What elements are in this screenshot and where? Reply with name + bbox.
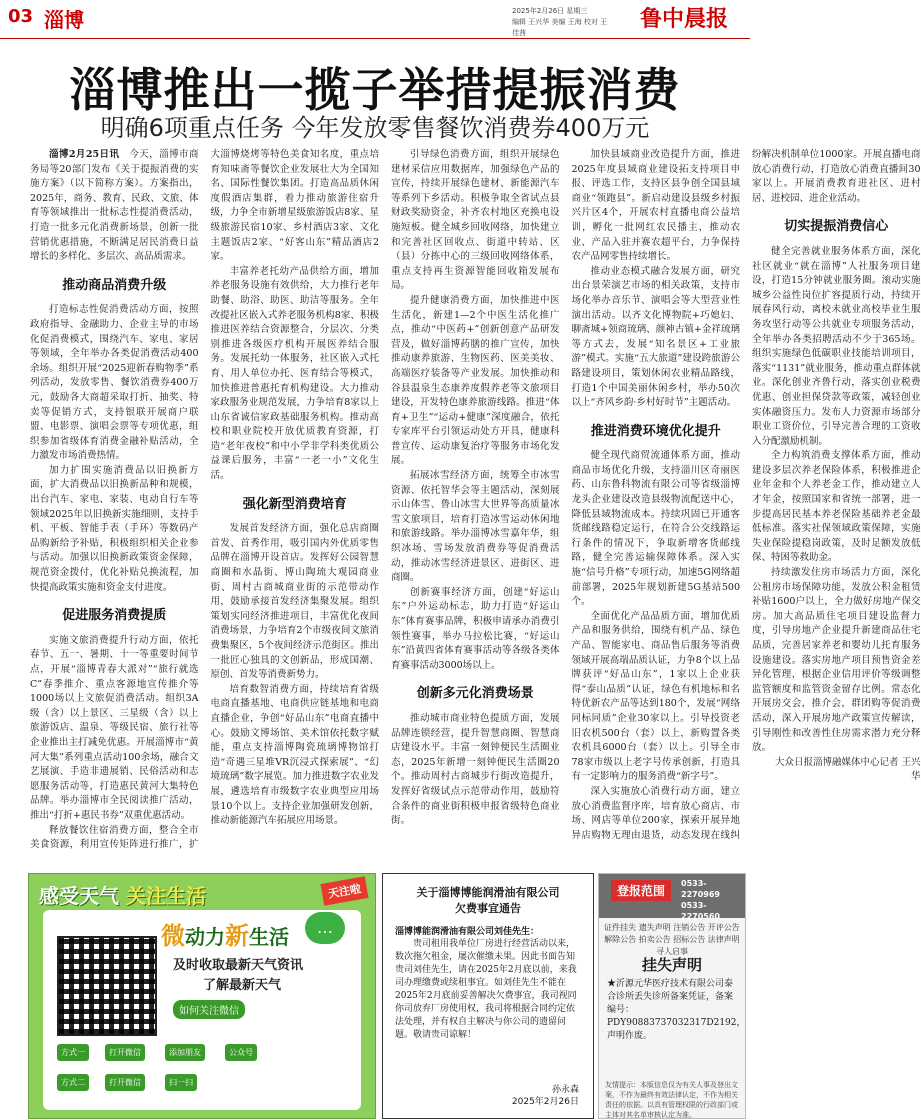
paragraph: 持续激发住房市场活力方面，深化公租房市场保障功能，发放公积金租赁补贴1600户以上，全力做好房地产保交房。加大高品质住宅项目建设监督力度，引导房地产企业提升新建商品住宅品质，完善居家养老和婴幼儿托育服务设施建设。落实房地产项目预售资金差异化管理，根据企业信用评价等级调整监管额度和监管资金留存比例。常态化开展房交会，推介会，群团购等促消费活动，深入开展房地产政策宣传解读，引导刚性和改善性住房需求潜力充分释放。: [752, 567, 921, 754]
step-label: 扫一扫: [165, 1074, 197, 1091]
reporter-signoff: 大众日报淄博融媒体中心记者 王兴华: [774, 756, 921, 783]
weather-banner-text: 感受天气: [39, 884, 119, 908]
paragraph: 释放餐饮住宿消费方面，整合全市美食资源，利用宣传矩阵进行推广，扩大淄博烧烤等特色美食知名度，重点培育知味斋等餐饮企业发展壮大为全国知名、国际性餐饮集团。打造高品质休闲度假酒店集群，着力推动旅游住宿升级，力争全市新增星级旅游饭店8家、星级旅游民宿10家、乡村酒店3家、文化主题饭店2家、“好客山东”精品酒店2家。: [30, 149, 379, 851]
intro-text: 今天，淄博市商务局等20部门发布《关于提振消费的实施方案》（以下简称方案）。方案指出，2025年，商务、教育、民政、文旅、体育等领域推出一批标志性提消费活动，打造一批多元化消费新场景，创新一批营销优惠措施，不断满足居民消费日益增长的多样化、多层次、高品质需求。: [30, 149, 199, 263]
classified-header: [599, 874, 745, 921]
paragraph: 打造标志性促消费活动方面，按照政府指导、金融助力、企业主导的市场化促消费模式，围绕汽车、家电、家居等领域，全年举办各类促消费活动400余场。组织开展“2025迎新春购物季”系列活动，发放零售、餐饮消费券400万元，鼓励各大商超采取打折、抽奖、特卖等促销方式，支持银联开展商户联盟、电影票、演唱会票等专项优惠，组织参加省级体育消费金融补贴活动，全力激发市场消费热情。: [30, 304, 199, 462]
section-name: 淄博: [44, 8, 84, 32]
paragraph: 引导绿色消费方面，组织开展绿色建材采信应用数据库，加强绿色产品的宣传，持续开展绿色建材、新能源汽车等系列下乡活动。积极争取全省试点县财政奖励资金，补齐农村地区充换电设施短板。健全城乡回收网络，加快建立和完善社区回收点、街道中转站、区（县）分拣中心的三级回收网络体系，重点支持再生资源智能回收箱发展布局。: [391, 149, 560, 292]
step-label: 公众号: [225, 1044, 257, 1061]
paragraph: 拓展冰雪经济方面，统筹全市冰雪资源、依托智华会等主题活动，深刻展示山体雪、鲁山冰雪大世界等高质量冰雪文旅项目，培育打造冰雪运动休闲地和旅游线路。举办淄博冰雪嘉年华，组织冰场、雪场发放消费券等促消费活动，推动冰雪经济进景区、进街区、进商圈。: [391, 470, 560, 584]
step-label: 打开微信: [105, 1074, 145, 1091]
weather-wechat-ad: [28, 873, 376, 1119]
article-body: [30, 148, 921, 854]
notice-signer: 孙永森: [551, 1085, 579, 1095]
masthead: [0, 0, 750, 39]
weather-ad-line1: 及时收取最新天气资讯: [173, 958, 304, 973]
headline: 淄博推出一揽子举措提振消费: [69, 63, 681, 117]
qr-code-icon[interactable]: [57, 936, 157, 1036]
paragraph: 实施文旅消费提升行动方面，依托春节、五一、暑期、十一等重要时间节点，开展“淄博青春大派对”“旅行就选C”春季推介、重点客源地宣传推介等1000场以上文旅促消费活动。组织3A级（含）以上景区、三星级（含）以上旅游饭店、温泉、等级民宿、旅行社等企业推出主打减免优惠。开展淄博市“黄河大集”系列重点活动100余场，融合文艺展演、手造非遗展销、民俗活动和志愿服务活动等，打造惠民黄河大集特色品牌。举办淄博市全民阅读推广活动，推出“打折+惠民书券”双重优惠活动。: [30, 634, 199, 821]
paragraph: 推动业态模式融合发展方面，研究出台景荣演艺市场的相关政策，支持市场化举办音乐节、演唱会等大型营业性演出活动。以齐文化博物院+巧媳妇、聊斋城+领商琉璃、颜神古镇+金祥琉璃等方式去，发展“知名景区+工业旅游”模式。实施“五大旅道”建设跨旅游公路建设项目，策划休闲农业精品路线，打造1个中国美丽休闲乡村，举办50次以上“齐风乡韵·乡村好时节”主题活动。: [571, 265, 740, 409]
notice-body: 贵司租用我单位厂房进行经营活动以来，数次拖欠租金，屡次催缴未果。因此书面告知贵司刘佳先生，请在2025年2月底以前，来我司办理缴费或续租事宜。如刘佳先生不能在2025年2月底前妥善解决欠费事宜，我司视同你司放弃厂房使用权，我司将根据合同约定依法处理，并有权自主解决与你公司的遗留问题。敬请贵司谅解！: [395, 939, 577, 1040]
subheadline: 明确6项重点任务 今年发放零售餐饮消费券400万元: [100, 114, 650, 142]
notice-signature: [512, 1084, 579, 1108]
section-heading: 推动商品消费升级: [62, 277, 167, 293]
paragraph: 健全现代商贸流通体系方面，推动商品市场优化升级，支持淄川区奇丽医药、山东鲁科物流有限公司等省级淄博龙头企业建设改造县级物流配送中心，降低县域物流成本。持续巩固已开通客货邮线路稳定运行，在符合公交线路运行条件的情况下，争取新增客货邮线路，健全完善运输保障体系。深入实施“信号升格”专项行动，加速5G网络超前部署，2025年规划新建5G基站500个。: [571, 450, 740, 608]
weather-badge: 天注啦: [320, 876, 368, 905]
notice-addressee: 淄博博能润滑油有限公司刘佳先生：: [395, 927, 540, 937]
paragraph: 培育数智消费方面，持续培育省级电商直播基地、电商供应链基地和电商直播企业，争创“好品山东”电商直播中心。鼓励文博场馆、美术馆依托数字赋能，重点支持淄博陶瓷琉璃博物馆打造“奇遇三星堆VR沉浸式探索展”、“幻境琉璃”数字展览。加力推进数字农业发展，遴选培育市级数字农业典型应用场景10个以上。支持企业加强研发创新，推动新能源汽车拓展应用场景。: [210, 683, 379, 827]
phone-numbers: [681, 878, 745, 922]
classified-categories: 证件挂失 遗失声明 注销公告 开评公告 解除公告 拍卖公告 招标公告 法律声明 寻人启事: [604, 923, 740, 956]
notice-title: 关于淄博博能润滑油有限公司: [416, 886, 560, 899]
page-number: 03: [8, 6, 34, 27]
step-label: 打开微信: [105, 1044, 145, 1061]
paragraph: 健全完善就业服务体系方面，深化社区就业“就在淄博”人社服务项目建设，打造15分钟就业服务圈。滚动实施城乡公益性岗位扩容提质行动，持续开展春风行动，离校未就业高校毕业生服务攻坚行动等公共就业专项服务活动，全年举办各类招聘活动不少于365场。组织实施绿色低碳职业技能培训项目，落实“1131”就业服务，推动重点群体就业。深化创业齐鲁行动，落实创业税费优惠、创业担保贷款等政策，减轻创业实体融资压力。发布人力资源市场部分职业工资价位，引导完善合理的工资收入分配激励机制。: [752, 245, 921, 447]
section-heading: 强化新型消费培育: [242, 496, 347, 512]
dateline: 淄博2月25日讯: [49, 149, 120, 160]
weather-ad-title: 微动力新生活: [161, 922, 289, 950]
paragraph: 深入实施放心消费行动方面，建立放心消费监督序库，培育放心商店、市场、网店等单位200家，探索开展异地异店购物无理由退货，动态发现在线纠纷解决机制单位1000家。开展直播电商放心消费行动，打造放心消费直播间30家以上。开展消费教育进社区、进村居、进校园、进企业活动。: [571, 149, 921, 841]
how-to-follow-label: 如何关注微信: [173, 1000, 245, 1019]
paragraph: 全面优化产品品质方面，增加优质产品和服务供给，围绕有机产品、绿色产品、智能家电、商品售后服务等消费领域开展高端品质认证，力争8个以上品牌获评“好品山东”，1家以上企业获得“泰山品质”认证，绿色有机地标和名特优新农产品等达到180个，发展“网络同标同质”企业30家以上。引导投资老旧农机500台（套）以上，新购置各类农机具6000台（套）以上。引导全市78家市级以上老字号传承创新，打造具有一定影响力的服务消费“新字号”。: [571, 610, 740, 783]
issue-date: 2025年2月26日 星期三: [512, 7, 588, 15]
section-heading: 切实提振消费信心: [784, 219, 889, 235]
section-heading: 推进消费环境优化提升: [590, 423, 721, 439]
step-label: 方式一: [57, 1044, 89, 1061]
paragraph: 推动城市商业特色提质方面，发展品牌连锁经营，提升智慧商圈、智慧商店建设水平。丰富一刻钟便民生活圈业态，2025年新增一刻钟便民生活圈20个。推动周村古商城步行街改造提升，发挥好省级试点示范带动作用，鼓励符合条件的商业街积极申报省级特色商业街。: [391, 712, 560, 827]
classified-box: [598, 873, 746, 1119]
notice-subtitle: 欠费事宜通告: [455, 902, 521, 915]
paragraph: 创新赛事经济方面，创建“好运山东”户外运动标志，助力打造“好运山东”体育赛事品牌，积极申请承办消费引领性赛事，举办马拉松比赛，“好运山东”沿黄四省体育赛事活动等各级各类体育赛事活动3000场以上。: [391, 586, 560, 671]
section-heading: 创新多元化消费场景: [416, 686, 534, 702]
classified-disclaimer: 友情提示：本版信息仅为有关人事及登出文案，不作为最终有效法律认定，不作为相关责任的依据。以具有管理权限的行政部门或主体对其名单审核认定为准。: [605, 1081, 738, 1119]
register-label: 登报范围: [611, 880, 671, 901]
paragraph: 加快县域商业改造提升方面，推进2025年度县域商业建设拓支持项目申报、评选工作，支持区县争创全国县域商业“领跑县”。新启动建设县级乡村振兴片区4个，开展农村直播电商公益培训，孵化一批网红农民播主，推动农业、产品入驻并赛农超平台，力争保持农产品网零售持续增长。: [571, 149, 740, 263]
article-intro: [30, 148, 199, 265]
paragraph: 发展首发经济方面，强化总店商圈首发、首秀作用，吸引国内外优质零售品牌在淄博开设首店。发挥好公园智慧商圈和水晶街、博山陶琉大观园商业街、周村古商城商业街的示范带动作用，鼓励承接首发经济集聚发展。组织策划实同经济推进项目，丰富优化夜间消费场景，力争培育2个市级夜间文旅消费集聚区，5个夜间经济示范街区。推出一批匠心独具的文创新品，形成国潮、原创、首发等消费新势力。: [210, 523, 379, 681]
wechat-icon: …: [305, 912, 345, 944]
weather-ad-card: [43, 910, 361, 1110]
editor-credits: 编辑 王兴华 美编 王海 校对 王佳茜: [512, 18, 608, 37]
paragraph: 加力扩围实施消费品以旧换新方面，扩大消费品以旧换新品种和规模，出台汽车、家电、家装、电动自行车等领域2025年以旧换新实施细则，支持手机、平板、智能手表（手环）等数码产品购新给予补贴，积极组织相关企业参与活动。加强以旧换新政策资金保障，规范资金拨付，优化补贴兑换流程，加快提高政策实施和资金支付进度。: [30, 464, 199, 593]
newspaper-logo: 鲁中晨报: [640, 6, 729, 32]
issue-meta: [512, 6, 612, 39]
weather-ad-banner: [39, 880, 206, 909]
paragraph: 提升健康消费方面，加快推进中医生活化，新建1—2个中医生活化推广点，推动“中医药+”创新创意产品研发营及，做好淄博药膳的推广宣传，加快推动康养旅游、生物医药、医美美妆、高端医疗装备等产业发展。加快推动和谷县温泉生态康养度假养老等文旅项目建设，开发特色康养旅游线路。推进“体育+卫生”“运动+健康”深度融合，依托专家库平台引领运动处方开具，健康科普宣传、运动康复治疗等服务市场化发展。: [391, 294, 560, 467]
section-heading: 促进服务消费提质: [62, 608, 167, 624]
phone-2: 0533-2270560: [681, 901, 720, 921]
weather-ad-line2: 了解最新天气: [203, 978, 282, 993]
loss-statement-title: 挂失声明: [641, 956, 702, 974]
step-label: 添加朋友: [165, 1044, 205, 1061]
paragraph: 丰富养老托幼产品供给方面，增加养老服务设施有效供给，大力推行老年助餐、助浴、助医、助洁等服务。全年改提社区嵌入式养老服务机构8家、积极推进医养结合资源整合，分层次、分类别推进各级医疗机构开展医养结合服务。发展托幼一体服务，社区嵌入式托育、用人单位办托、医育结合等模式，加快推进普惠托育机构建设。大力推动家政服务业规范发展，力争培育8家以上山东省诚信家政基础服务机构。推动高校和职业院校开放优质教育资源，打造“老年夜校”和中小学非学科类优质公益课后服务，丰富“一老一小”文化生活。: [210, 265, 379, 482]
phone-1: 0533-2270969: [681, 879, 720, 899]
paragraph: 全力构筑消费支撑体系方面，推动建设多层次养老保险体系，积极推进企业年金和个人养老金工作，推动建立人才年金，按照国家和省统一部署，进一步提高居民基本养老保险基础养老金最低标准。落实社保领域政策保障，实施失业保险提稳岗政策，及时足额发放低保、特困等救助金。: [752, 450, 921, 564]
ad-row: [0, 865, 750, 1119]
weather-banner-text2: 关注生活: [125, 884, 206, 908]
overdue-notice: [382, 873, 594, 1119]
loss-statement-body: ★沂源元华医疗技术有限公司泰合诊所丢失诊所备案凭证，备案编号：PDY90883737032317D2192，声明作废。: [607, 979, 746, 1041]
notice-date: 2025年2月26日: [511, 1097, 579, 1107]
step-label: 方式二: [57, 1074, 89, 1091]
